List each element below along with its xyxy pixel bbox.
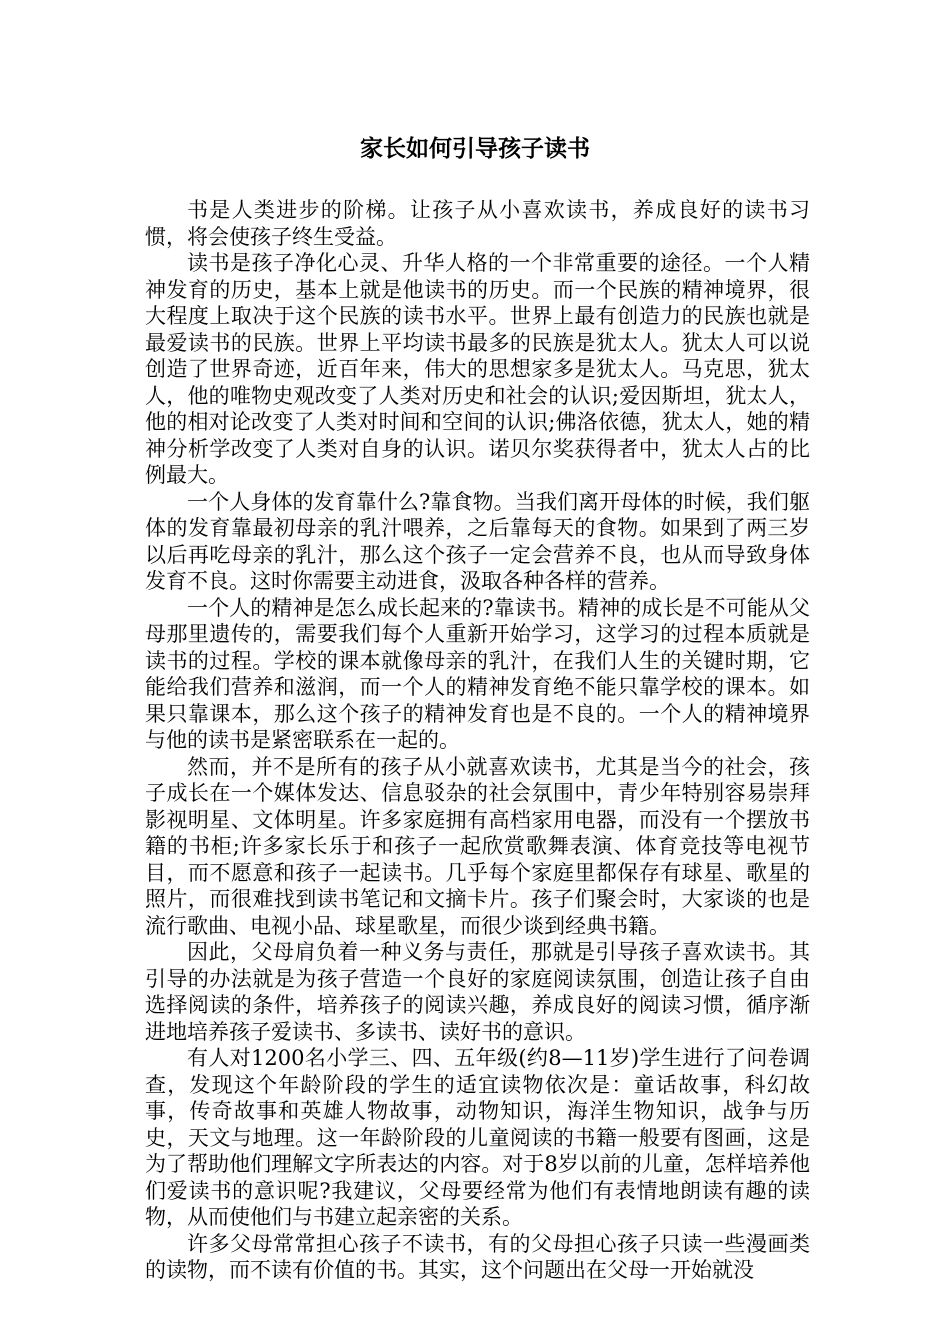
- paragraph: 然而，并不是所有的孩子从小就喜欢读书，尤其是当今的社会，孩子成长在一个媒体发达、信息驳杂的社会氛围中，青少年特别容易崇拜影视明星、文体明星。许多家庭拥有高档家用电器，而没有一个摆放书籍的书柜;许多家长乐于和孩子一起欣赏歌舞表演、体育竞技等电视节目，而不愿意和孩子一起读书。几乎每个家庭里都保存有球星、歌星的照片，而很难找到读书笔记和文摘卡片。孩子们聚会时，大家谈的也是流行歌曲、电视小品、球星歌星，而很少谈到经典书籍。: [145, 754, 810, 938]
- paragraph: 书是人类进步的阶梯。让孩子从小喜欢读书，养成良好的读书习惯，将会使孩子终生受益。: [145, 198, 810, 249]
- document-body: [145, 197, 810, 1284]
- document-title: 家长如何引导孩子读书: [360, 136, 590, 162]
- paragraph: 有人对1200名小学三、四、五年级(约8—11岁)学生进行了问卷调查，发现这个年龄阶段的学生的适宜读物依次是：童话故事，科幻故事，传奇故事和英雄人物故事，动物知识，海洋生物知识，战争与历史，天文与地理。这一年龄阶段的儿童阅读的书籍一般要有图画，这是为了帮助他们理解文字所表达的内容。对于8岁以前的儿童，怎样培养他们爱读书的意识呢?我建议，父母要经常为他们有表情地朗读有趣的读物，从而使他们与书建立起亲密的关系。: [145, 1046, 810, 1229]
- paragraph: 因此，父母肩负着一种义务与责任，那就是引导孩子喜欢读书。其引导的办法就是为孩子营造一个良好的家庭阅读氛围，创造让孩子自由选择阅读的条件，培养孩子的阅读兴趣，养成良好的阅读习惯，循序渐进地培养孩子爱读书、多读书、读好书的意识。: [145, 940, 810, 1044]
- paragraph: 一个人身体的发育靠什么?靠食物。当我们离开母体的时候，我们躯体的发育靠最初母亲的乳汁喂养，之后靠每天的食物。如果到了两三岁以后再吃母亲的乳汁，那么这个孩子一定会营养不良，也从而导致身体发育不良。这时你需要主动进食，汲取各种各样的营养。: [145, 489, 810, 593]
- paragraph: 读书是孩子净化心灵、升华人格的一个非常重要的途径。一个人精神发育的历史，基本上就是他读书的历史。而一个民族的精神境界，很大程度上取决于这个民族的读书水平。世界上最有创造力的民族也就是最爱读书的民族。世界上平均读书最多的民族是犹太人。犹太人可以说创造了世界奇迹，近百年来，伟大的思想家多是犹太人。马克思，犹太人，他的唯物史观改变了人类对历史和社会的认识;爱因斯坦，犹太人，他的相对论改变了人类对时间和空间的认识;佛洛依德，犹太人，她的精神分析学改变了人类对自身的认识。诺贝尔奖获得者中，犹太人占的比例最大。: [145, 251, 810, 487]
- paragraph: 一个人的精神是怎么成长起来的?靠读书。精神的成长是不可能从父母那里遗传的，需要我们每个人重新开始学习，这学习的过程本质就是读书的过程。学校的课本就像母亲的乳汁，在我们人生的关键时期，它能给我们营养和滋润，而一个人的精神发育绝不能只靠学校的课本。如果只靠课本，那么这个孩子的精神发育也是不良的。一个人的精神境界与他的读书是紧密联系在一起的。: [145, 595, 810, 752]
- paragraph: 许多父母常常担心孩子不读书，有的父母担心孩子只读一些漫画类的读物，而不读有价值的书。其实，这个问题出在父母一开始就没: [145, 1231, 810, 1282]
